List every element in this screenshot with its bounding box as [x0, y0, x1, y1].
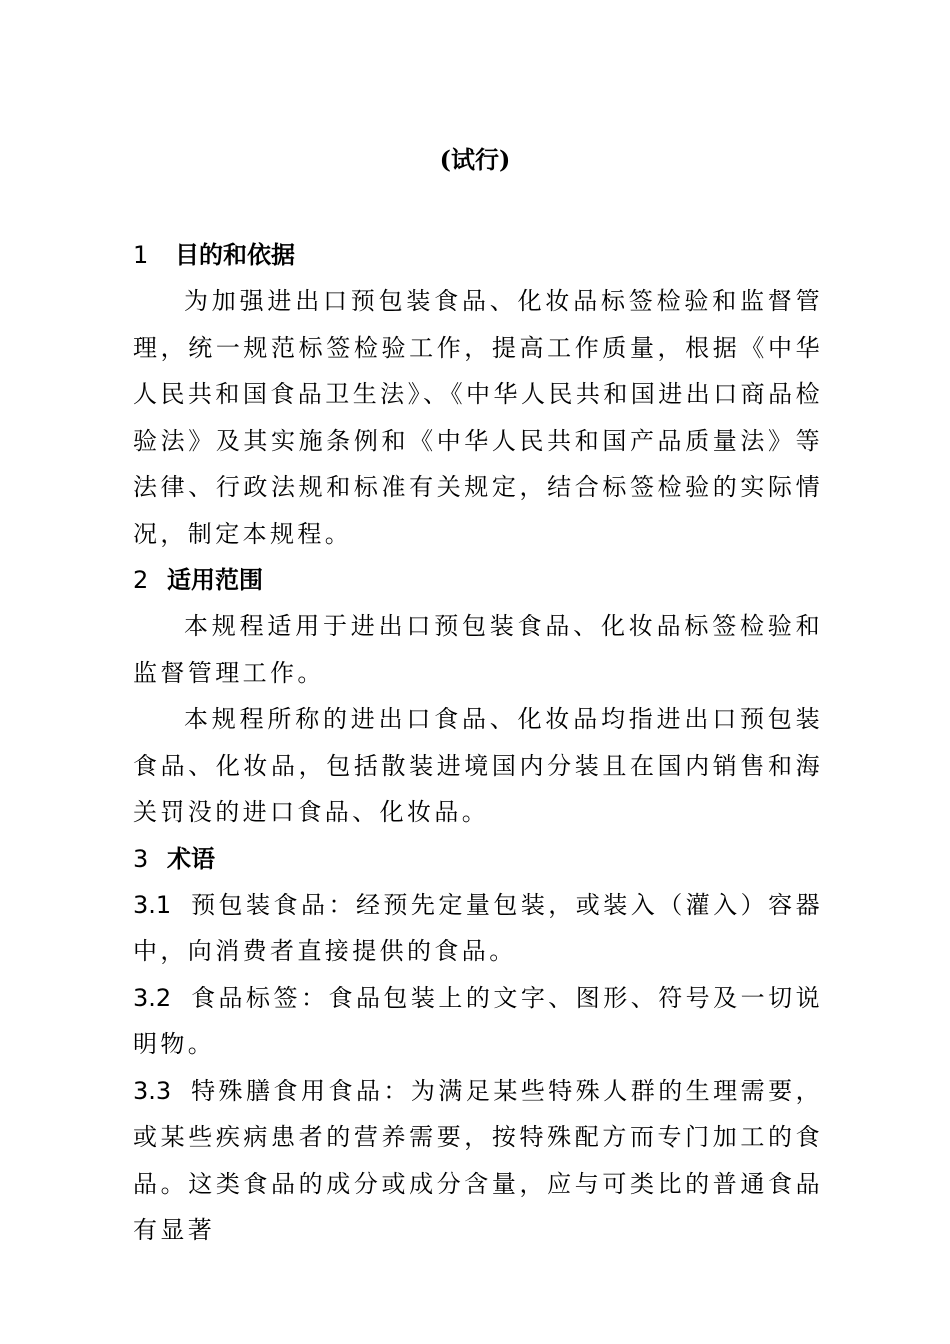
term-number: 3.2	[133, 983, 172, 1012]
paragraph: 本规程所称的进出口食品、化妆品均指进出口预包装食品、化妆品，包括散装进境国内分装且在国内销售和海关罚没的进口食品、化妆品。	[133, 705, 823, 826]
section-title: 适用范围	[167, 565, 263, 594]
section-number: 2	[133, 566, 149, 594]
document-body	[133, 232, 823, 1254]
section-number: 3	[133, 844, 149, 873]
section-title: 术语	[167, 843, 215, 873]
paragraph: 为加强进出口预包装食品、化妆品标签检验和监督管理，统一规范标签检验工作，提高工作质量，根据《中华人民共和国食品卫生法》、《中华人民共和国进出口商品检验法》及其实施条例和《中华人民共和国产品质量法》等法律、行政法规和标准有关规定，结合标签检验的实际情况，制定本规程。	[133, 287, 823, 548]
term-number: 3.1	[133, 890, 172, 919]
section-heading	[133, 836, 823, 882]
term-text: 特殊膳食用食品：为满足某些特殊人群的生理需要，或某些疾病患者的营养需要，按特殊配方而专门加工的食品。这类食品的成分或成分含量，应与可类比的普通食品有显著	[133, 1076, 823, 1244]
term-definition	[133, 975, 823, 1068]
document-subtitle: (试行)	[439, 145, 511, 174]
term-text: 食品标签：食品包装上的文字、图形、符号及一切说明物。	[133, 983, 823, 1058]
paragraph: 本规程适用于进出口预包装食品、化妆品标签检验和监督管理工作。	[133, 612, 823, 687]
section-number: 1	[133, 241, 149, 269]
term-text: 预包装食品：经预先定量包装，或装入（灌入）容器中，向消费者直接提供的食品。	[133, 890, 823, 965]
section-heading	[133, 557, 823, 603]
term-definition	[133, 1068, 823, 1254]
term-definition	[133, 882, 823, 975]
term-number: 3.3	[133, 1076, 172, 1105]
section-title: 目的和依据	[175, 240, 295, 269]
section-heading	[133, 232, 823, 278]
